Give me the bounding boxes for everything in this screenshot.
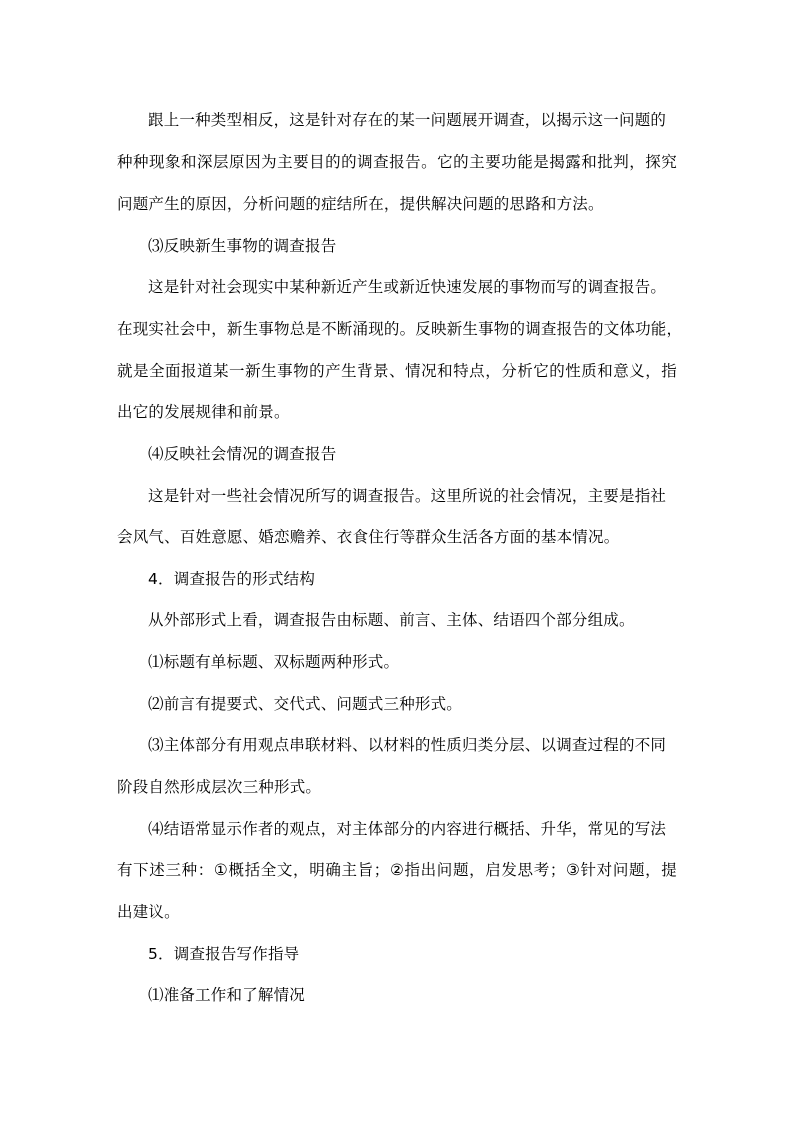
paragraph-line: 种种现象和深层原因为主要目的的调查报告。它的主要功能是揭露和批判，探究 <box>117 153 677 171</box>
list-item-continuation: 出建议。 <box>117 903 180 921</box>
list-item-continuation: 有下述三种：①概括全文，明确主旨；②指出问题，启发思考；③针对问题，提 <box>117 861 677 879</box>
paragraph-line: 出它的发展规律和前景。 <box>117 403 290 421</box>
paragraph-line: 会风气、百姓意愿、婚恋赡养、衣食住行等群众生活各方面的基本情况。 <box>117 528 620 546</box>
section-heading: 4．调查报告的形式结构 <box>148 570 316 588</box>
section-heading: ⑶反映新生事物的调查报告 <box>148 237 337 255</box>
paragraph-line: 在现实社会中，新生事物总是不断涌现的。反映新生事物的调查报告的文体功能， <box>117 320 683 338</box>
section-heading: ⑷反映社会情况的调查报告 <box>148 445 337 463</box>
paragraph-line: 跟上一种类型相反，这是针对存在的某一问题展开调查，以揭示这一问题的 <box>148 111 667 129</box>
paragraph-line: 这是针对一些社会情况所写的调查报告。这里所说的社会情况，主要是指社 <box>148 487 667 505</box>
list-item: ⑴标题有单标题、双标题两种形式。 <box>148 653 400 671</box>
paragraph-line: 这是针对社会现实中某种新近产生或新近快速发展的事物而写的调查报告。 <box>148 278 667 296</box>
list-item: ⑵前言有提要式、交代式、问题式三种形式。 <box>148 695 463 713</box>
list-item-continuation: 阶段自然形成层次三种形式。 <box>117 778 322 796</box>
paragraph-line: 就是全面报道某一新生事物的产生背景、情况和特点，分析它的性质和意义，指 <box>117 362 677 380</box>
paragraph-line: 问题产生的原因，分析问题的症结所在，提供解决问题的思路和方法。 <box>117 195 604 213</box>
list-item: ⑶主体部分有用观点串联材料、以材料的性质归类分层、以调查过程的不同 <box>148 736 667 754</box>
paragraph-line: 从外部形式上看，调查报告由标题、前言、主体、结语四个部分组成。 <box>148 611 635 629</box>
section-heading: 5．调查报告写作指导 <box>148 945 300 963</box>
section-heading: ⑴准备工作和了解情况 <box>148 986 306 1004</box>
list-item: ⑷结语常显示作者的观点，对主体部分的内容进行概括、升华，常见的写法 <box>148 820 667 838</box>
